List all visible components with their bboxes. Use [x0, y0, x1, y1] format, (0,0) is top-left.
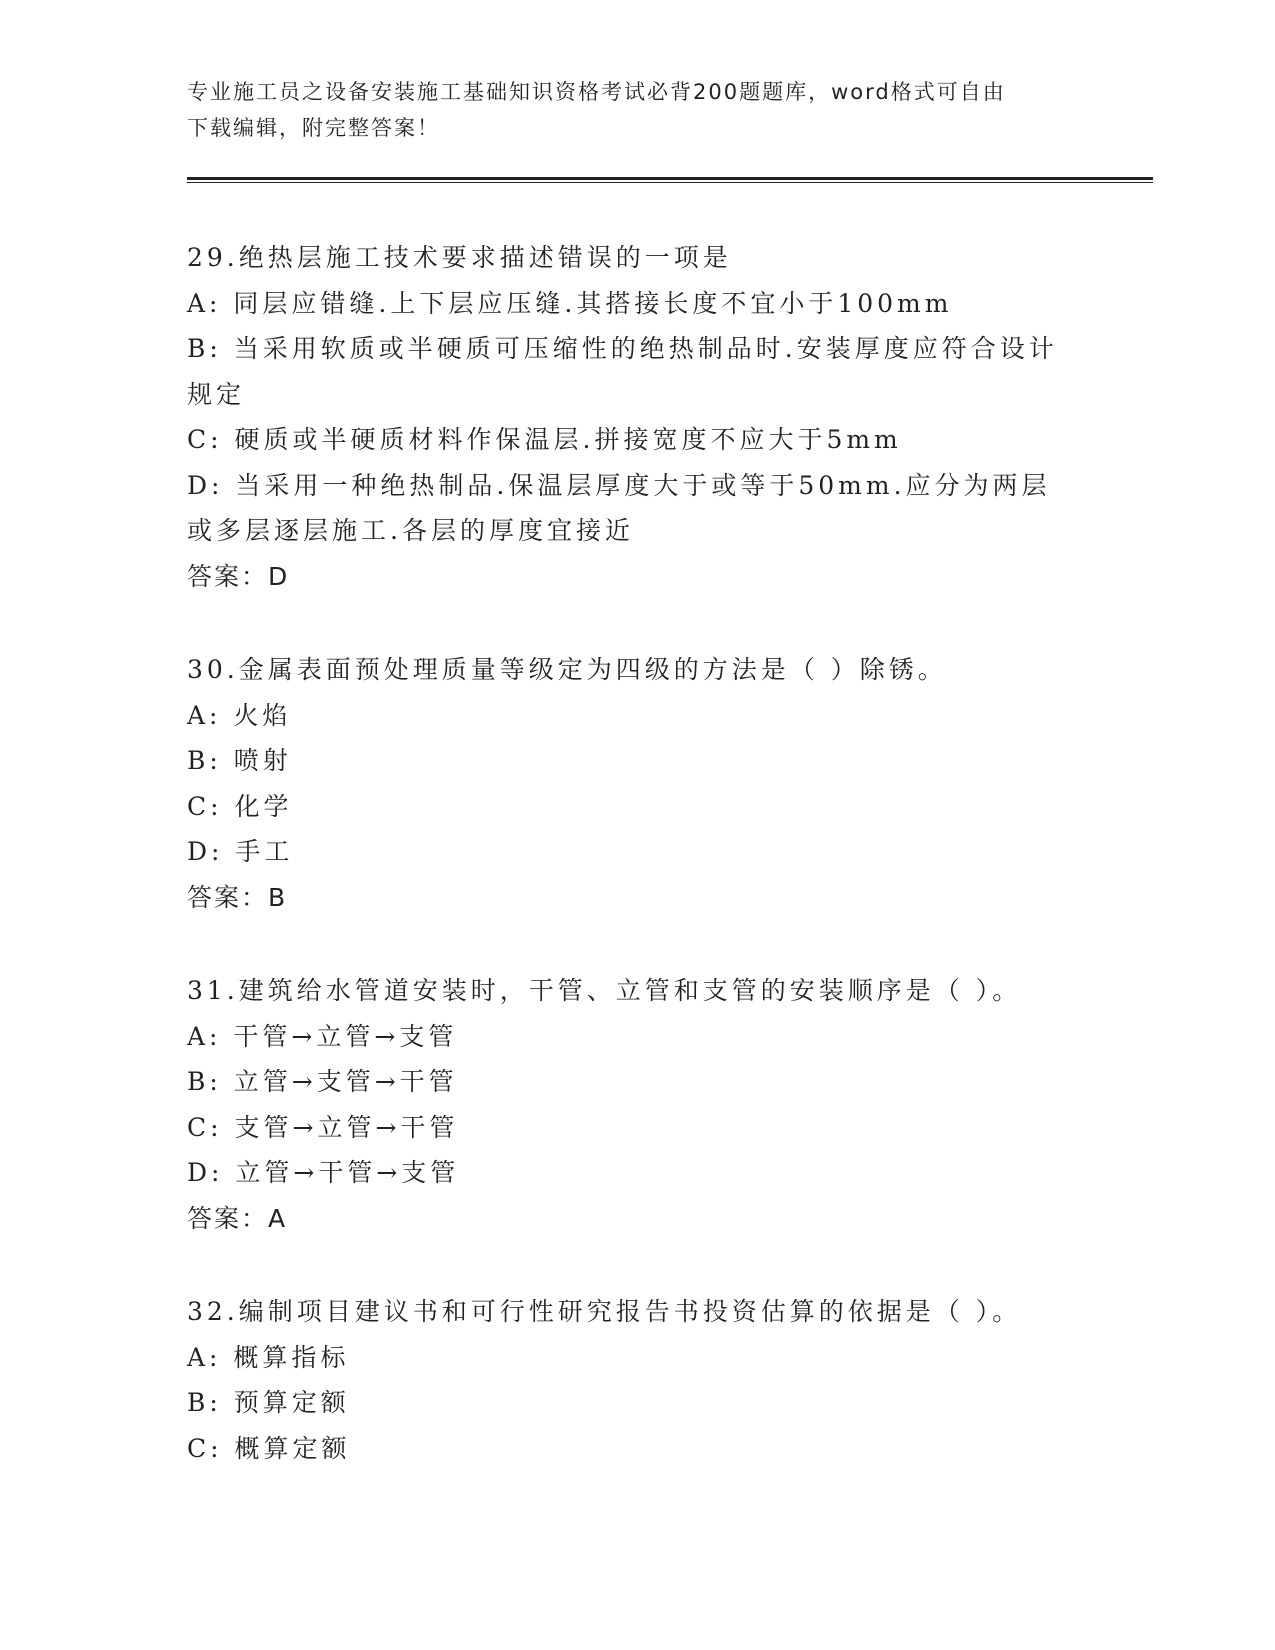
option-c: C: 化学: [187, 791, 293, 821]
document-header: [187, 74, 1087, 146]
answer: 答案：B: [187, 882, 288, 912]
option-c: C: 支管→立管→干管: [187, 1112, 459, 1142]
option-a: A: 概算指标: [187, 1342, 350, 1372]
option-c: C: 概算定额: [187, 1433, 351, 1463]
answer: 答案：D: [187, 561, 290, 591]
question-stem: 29.绝热层施工技术要求描述错误的一项是: [187, 243, 732, 272]
question-29: [187, 235, 1087, 599]
question-stem: 32.编制项目建议书和可行性研究报告书投资估算的依据是（ ）。: [187, 1297, 1022, 1326]
header-divider-thick: [187, 177, 1153, 180]
question-stem: 31.建筑给水管道安装时，干管、立管和支管的安装顺序是（ ）。: [187, 976, 1022, 1005]
option-b: B: 喷射: [187, 746, 292, 775]
question-31: [187, 968, 1087, 1241]
question-32: [187, 1289, 1087, 1471]
answer: 答案：A: [187, 1203, 288, 1233]
header-line-1: 专业施工员之设备安装施工基础知识资格考试必背200题题库，word格式可自由: [187, 80, 1006, 104]
option-b: B: 立管→支管→干管: [187, 1067, 458, 1096]
option-a: A: 干管→立管→支管: [187, 1021, 458, 1051]
header-line-2: 下载编辑，附完整答案！: [187, 116, 440, 140]
option-b: B: 当采用软质或半硬质可压缩性的绝热制品时.安装厚度应符合设计规定: [187, 334, 1058, 409]
question-stem: 30.金属表面预处理质量等级定为四级的方法是（ ）除锈。: [187, 655, 947, 684]
option-d: D: 立管→干管→支管: [187, 1158, 460, 1187]
option-b: B: 预算定额: [187, 1388, 350, 1417]
question-30: [187, 647, 1087, 920]
option-c: C: 硬质或半硬质材料作保温层.拼接宽度不应大于5mm: [187, 425, 902, 454]
option-a: A: 同层应错缝.上下层应压缝.其搭接长度不宜小于100mm: [187, 288, 953, 318]
question-list: [187, 235, 1087, 1519]
option-d: D: 手工: [187, 837, 294, 866]
option-a: A: 火焰: [187, 700, 292, 730]
header-divider-thin: [187, 182, 1153, 183]
option-d: D: 当采用一种绝热制品.保温层厚度大于或等于50mm.应分为两层或多层逐层施工.各层的厚度宜接近: [187, 470, 1051, 545]
